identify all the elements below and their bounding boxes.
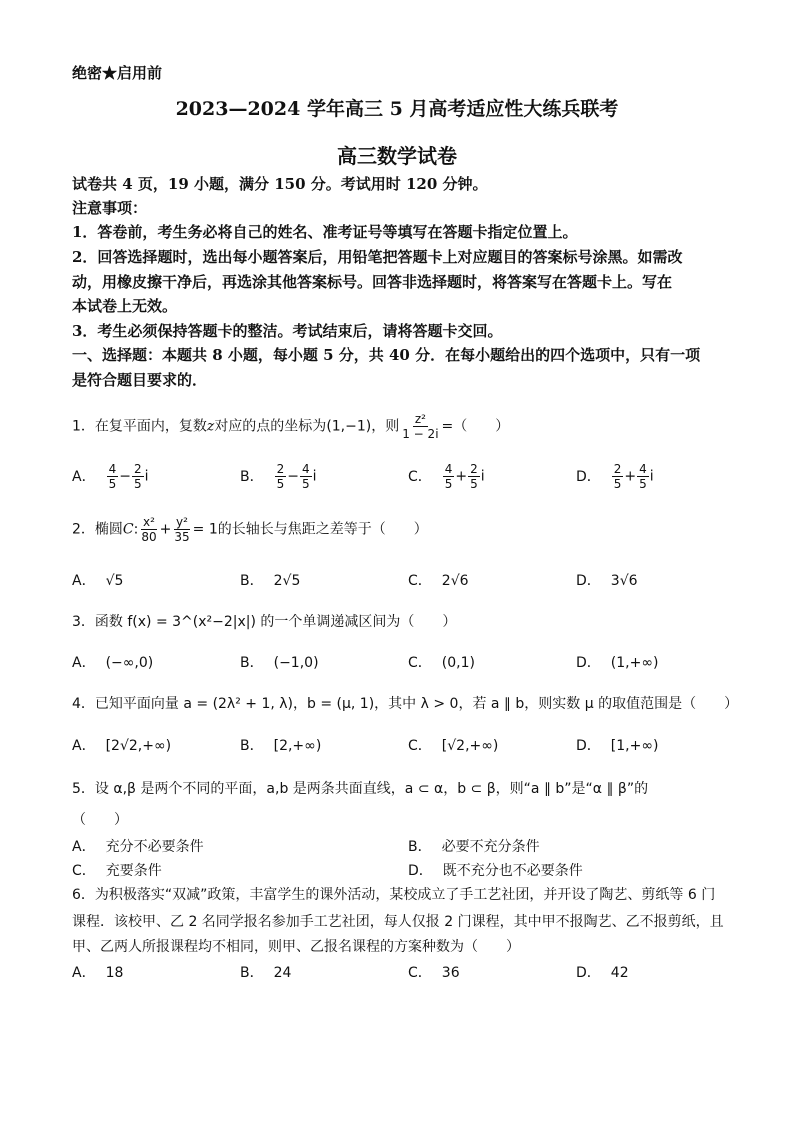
question-6-option-b: B． 24 xyxy=(240,965,292,981)
question-6-line-3: 甲、乙两人所报课程均不相同，则甲、乙报名课程的方案种数为（ ） xyxy=(72,939,520,955)
question-1-fraction xyxy=(400,412,440,441)
question-1-numerator: z² xyxy=(414,412,426,426)
question-1-text-d: =（ ） xyxy=(441,418,510,435)
question-6-option-c: C． 36 xyxy=(408,965,460,981)
question-4-option-a: A． [2√2,+∞) xyxy=(72,738,172,754)
question-5-option-c: C． 充要条件 xyxy=(72,863,162,879)
notice-item-3: 3．考生必须保持答题卡的整洁。考试结束后，请将答题卡交回。 xyxy=(72,322,503,340)
question-1-option-b: B． $\frac{2}{5}$ − $\frac{4}{5}$ i xyxy=(240,462,317,491)
question-5-option-a: A． 充分不必要条件 xyxy=(72,839,204,855)
question-1-point: (1,−1) xyxy=(326,418,372,435)
notice-item-2-line-1: 2．回答选择题时，选出每小题答案后，用铅笔把答题卡上对应题目的答案标号涂黑。如需改 xyxy=(72,248,683,266)
question-2 xyxy=(72,515,732,544)
question-5-line-2: （ ） xyxy=(72,812,128,828)
question-1 xyxy=(72,412,732,441)
exam-title: 2023—2024 学年高三 5 月高考适应性大练兵联考 xyxy=(175,98,619,120)
question-2-variable: C xyxy=(122,521,134,538)
question-5-option-d: D． 既不充分也不必要条件 xyxy=(408,863,583,879)
question-4-options xyxy=(72,735,732,765)
question-6-line-1: 6．为积极落实“双减”政策，丰富学生的课外活动，某校成立了手工艺社团，并开设了陶艺、剪纸等 6 门 xyxy=(72,887,716,903)
question-1-text-a: 1．在复平面内，复数 xyxy=(72,418,207,435)
question-6-line-2: 课程．该校甲、乙 2 名同学报名参加手工艺社团，每人仅报 2 门课程，其中甲不报陶艺、乙不报剪纸，且 xyxy=(72,914,724,930)
question-1-option-a: A． $\frac{4}{5}$ − $\frac{2}{5}$ i xyxy=(72,462,149,491)
question-1-variable: z xyxy=(206,418,215,435)
question-3-option-d: D． (1,+∞) xyxy=(576,655,659,671)
exam-subtitle: 高三数学试卷 xyxy=(337,144,457,168)
question-4: 4．已知平面向量 a = (2λ² + 1, λ)，b = (μ, 1)，其中 λ > 0，若 a ∥ b，则实数 μ 的取值范围是（ ） xyxy=(72,696,739,712)
question-3-option-c: C． (0,1) xyxy=(408,655,475,671)
question-5-option-b: B． 必要不充分条件 xyxy=(408,839,540,855)
notice-item-1: 1．答卷前，考生务必将自己的姓名、准考证号等填写在答题卡指定位置上。 xyxy=(72,223,578,241)
question-6-option-d: D． 42 xyxy=(576,965,629,981)
notice-heading: 注意事项： xyxy=(72,199,148,217)
question-2-text-a: 2．椭圆 xyxy=(72,521,123,538)
question-6-option-a: A． 18 xyxy=(72,965,124,981)
question-2-option-c: C． 2√6 xyxy=(408,573,469,589)
question-4-option-d: D． [1,+∞) xyxy=(576,738,659,754)
question-5-line-1: 5．设 α,β 是两个不同的平面，a,b 是两条共面直线，a ⊂ α，b ⊂ β，则“a ∥ b”是“α ∥ β”的 xyxy=(72,781,649,797)
question-6-options xyxy=(72,962,732,992)
question-1-option-d: D． $\frac{2}{5}$ + $\frac{4}{5}$ i xyxy=(576,462,654,491)
question-1-text-c: ，则 xyxy=(371,418,400,435)
question-2-fraction-y: $\frac{\text{y²}}{35}$ xyxy=(174,515,190,544)
notice-item-2-line-2: 动，用橡皮擦干净后，再选涂其他答案标号。回答非选择题时，将答案写在答题卡上。写在 xyxy=(72,273,673,291)
section-heading-line-2: 是符合题目要求的． xyxy=(72,371,208,389)
question-3-option-b: B． (−1,0) xyxy=(240,655,319,671)
question-1-options xyxy=(72,462,732,492)
exam-info: 试卷共 4 页，19 小题，满分 150 分。考试用时 120 分钟。 xyxy=(72,175,488,193)
question-4-option-c: C． [√2,+∞) xyxy=(408,738,499,754)
notice-item-2-line-3: 本试卷上无效。 xyxy=(72,297,178,315)
question-1-text-b: 对应的点的坐标为 xyxy=(214,418,327,435)
question-2-fraction-x: $\frac{\text{x²}}{80}$ xyxy=(141,515,157,544)
question-2-text-b: = 1的长轴长与焦距之差等于（ ） xyxy=(192,521,428,538)
question-2-option-d: D． 3√6 xyxy=(576,573,638,589)
question-1-denominator: 1 − 2i xyxy=(402,427,439,441)
question-3-options xyxy=(72,652,732,682)
question-2-options xyxy=(72,570,732,600)
question-2-plus: + xyxy=(159,521,172,538)
question-2-option-a: A． √5 xyxy=(72,573,124,589)
question-1-option-c: C． $\frac{4}{5}$ + $\frac{2}{5}$ i xyxy=(408,462,485,491)
confidential-mark: 绝密★启用前 xyxy=(72,64,163,82)
question-2-colon: : xyxy=(133,521,139,538)
question-4-option-b: B． [2,+∞) xyxy=(240,738,322,754)
question-3: 3．函数 f(x) = 3^(x²−2|x|) 的一个单调递减区间为（ ） xyxy=(72,614,457,630)
question-2-option-b: B． 2√5 xyxy=(240,573,301,589)
section-heading-line-1: 一、选择题：本题共 8 小题，每小题 5 分，共 40 分．在每小题给出的四个选项中，只有一项 xyxy=(72,346,701,364)
question-3-option-a: A． (−∞,0) xyxy=(72,655,154,671)
